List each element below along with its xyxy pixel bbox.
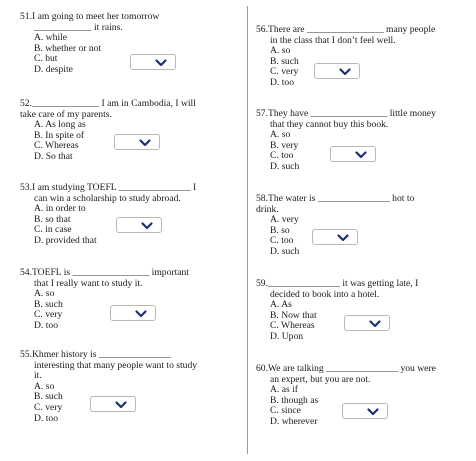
- option-d: D. provided that: [34, 234, 97, 246]
- answer-select-51[interactable]: [130, 54, 176, 70]
- option-d: D. despite: [34, 63, 73, 75]
- question-text-line: We are talking _______________ you were: [268, 363, 436, 374]
- chevron-down-icon: [141, 222, 153, 230]
- question-text-line: drink.: [256, 203, 279, 215]
- question-number: 54.: [20, 267, 32, 278]
- answer-select-56[interactable]: [314, 63, 360, 79]
- option-c: C. very: [34, 401, 63, 413]
- option-d: D. such: [270, 245, 300, 257]
- option-a: A. As: [270, 299, 292, 311]
- chevron-down-icon: [367, 408, 379, 416]
- option-c: C. very: [34, 309, 63, 321]
- question-text-line: ______________ I am in Cambodia, I will: [32, 98, 196, 109]
- question-number: 55.: [20, 349, 32, 360]
- option-a: A. while: [34, 32, 68, 44]
- question-text-line: They have ________________ little money: [268, 108, 436, 119]
- option-a: A. so: [34, 288, 55, 300]
- chevron-down-icon: [339, 68, 351, 76]
- option-c: C. Whereas: [34, 140, 79, 152]
- question-52: [20, 99, 235, 163]
- option-b: B. whether or not: [34, 42, 102, 54]
- option-b: B. such: [34, 298, 63, 310]
- question-text-line: decided to book into a hotel.: [270, 288, 380, 300]
- option-c: C. Whereas: [270, 320, 315, 332]
- option-d: D. too: [34, 412, 58, 424]
- question-text-line: TOEFL is ________________ important: [32, 267, 189, 278]
- question-number: 51.: [20, 11, 32, 22]
- chevron-down-icon: [355, 151, 367, 159]
- question-text-line: it.: [34, 370, 42, 382]
- chevron-down-icon: [155, 59, 167, 67]
- question-text-line: I am studying TOEFL _______________ I: [32, 182, 197, 193]
- question-57: [256, 109, 471, 173]
- question-text-line: ____________ it rains.: [34, 21, 123, 33]
- question-number: 59.: [256, 278, 268, 289]
- option-a: A. so: [34, 380, 55, 392]
- option-b: B. Now that: [270, 309, 317, 321]
- question-text-line: take care of my parents.: [20, 108, 112, 120]
- option-d: D. such: [270, 160, 300, 172]
- question-55: [20, 350, 235, 424]
- option-c: C. since: [270, 405, 301, 417]
- question-text-line: Khmer history is _______________: [32, 349, 171, 360]
- answer-select-58[interactable]: [312, 229, 358, 245]
- answer-select-52[interactable]: [114, 134, 160, 150]
- option-d: D. Upon: [270, 330, 304, 342]
- question-number: 56.: [256, 24, 268, 35]
- question-text-line: that they cannot buy this book.: [270, 118, 389, 130]
- option-b: B. In spite of: [34, 129, 85, 141]
- question-number: 52.: [20, 98, 32, 109]
- column-divider: [247, 6, 248, 454]
- option-a: A. as if: [270, 384, 298, 396]
- question-54: [20, 268, 235, 332]
- option-a: A. very: [270, 214, 299, 226]
- option-b: B. such: [34, 391, 63, 403]
- chevron-down-icon: [135, 310, 147, 318]
- answer-select-59[interactable]: [344, 315, 390, 331]
- answer-select-54[interactable]: [110, 305, 156, 321]
- question-text-line: that I really want to study it.: [34, 277, 143, 289]
- chevron-down-icon: [337, 234, 349, 242]
- option-d: D. So that: [34, 150, 73, 162]
- question-number: 53.: [20, 182, 32, 193]
- question-text-line: an expert, but you are not.: [270, 373, 371, 385]
- question-number: 58.: [256, 193, 268, 204]
- option-d: D. too: [34, 319, 58, 331]
- option-d: D. wherever: [270, 415, 318, 427]
- answer-select-57[interactable]: [330, 146, 376, 162]
- option-b: B. so that: [34, 213, 71, 225]
- question-number: 57.: [256, 108, 268, 119]
- question-number: 60.: [256, 363, 268, 374]
- option-a: A. so: [270, 45, 291, 57]
- option-a: A. As long as: [34, 119, 86, 131]
- chevron-down-icon: [369, 320, 381, 328]
- option-c: C. too: [270, 150, 294, 162]
- chevron-down-icon: [115, 401, 127, 409]
- option-c: C. too: [270, 235, 294, 247]
- question-text-line: There are ________________ many people: [268, 24, 436, 35]
- question-text-line: The water is _______________ hot to: [268, 193, 415, 204]
- option-b: B. such: [270, 55, 299, 67]
- option-d: D. too: [270, 76, 294, 88]
- answer-select-53[interactable]: [116, 217, 162, 233]
- question-58: [256, 194, 471, 258]
- question-text-line: can win a scholarship to study abroad.: [34, 192, 181, 204]
- answer-select-60[interactable]: [342, 403, 388, 419]
- option-b: B. though as: [270, 394, 319, 406]
- question-text-line: _______________ it was getting late, I: [268, 278, 419, 289]
- option-b: B. very: [270, 139, 299, 151]
- question-text-line: in the class that I don’t feel well.: [270, 34, 396, 46]
- question-text-line: interesting that many people want to study: [34, 359, 198, 371]
- question-59: [256, 279, 471, 343]
- question-53: [20, 183, 235, 247]
- option-c: C. in case: [34, 224, 72, 236]
- question-56: [256, 25, 471, 89]
- option-a: A. so: [270, 129, 291, 141]
- question-51: [20, 12, 235, 76]
- answer-select-55[interactable]: [90, 396, 136, 412]
- option-c: C. but: [34, 53, 58, 65]
- chevron-down-icon: [139, 139, 151, 147]
- question-text-line: I am going to meet her tomorrow: [32, 11, 160, 22]
- option-c: C. very: [270, 66, 299, 78]
- option-b: B. so: [270, 224, 290, 236]
- option-a: A. in order to: [34, 203, 86, 215]
